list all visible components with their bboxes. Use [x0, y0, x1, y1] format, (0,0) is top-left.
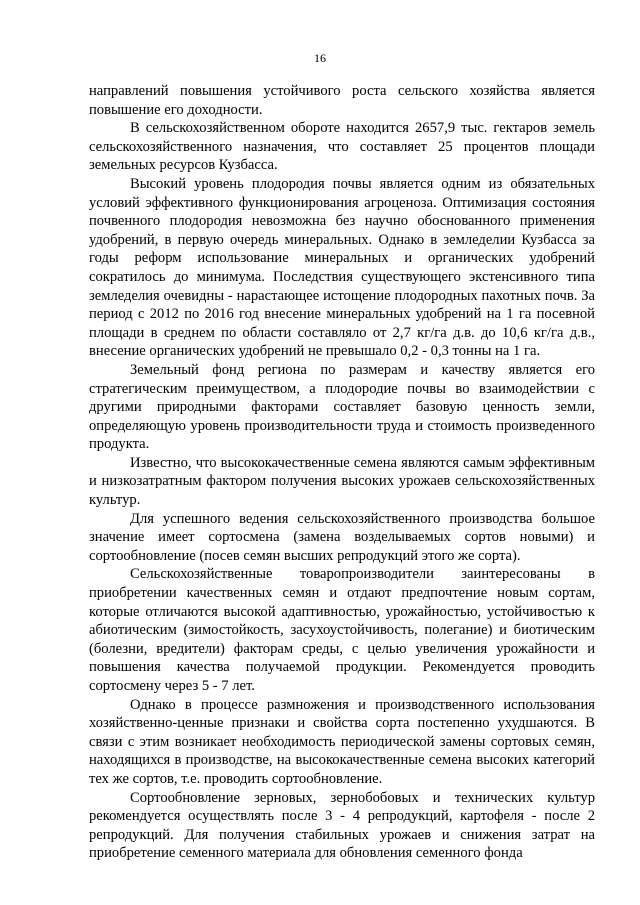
paragraph-continuation: направлений повышения устойчивого роста сельского хозяйства является повышение его доходности.: [89, 83, 595, 118]
paragraph-land-fund: Земельный фонд региона по размерам и качеству является его стратегическим преимуществом, а плодородие почвы во взаимодействии с другими природными факторами составляет базовую ценность земли, определяющую уровень производительности труда и стоимость произведенного продукта.: [89, 361, 595, 453]
paragraph-propagation: Однако в процессе размножения и производственного использования хозяйственно-ценные признаки и свойства сорта постепенно ухудшаются. В связи с этим возникает необходимость периодической замены сортовых семян, находящихся в производстве, на высококачественные семена высоких категорий тех же сортов, т.е. проводить сортообновление.: [89, 696, 595, 787]
paragraph-quality-seeds: Известно, что высококачественные семена являются самым эффективным и низкозатратным фактором получения высоких урожаев сельскохозяйственных культур.: [89, 454, 595, 509]
paragraph-producers: Сельскохозяйственные товаропроизводители заинтересованы в приобретении качественных семян и отдают предпочтение новым сортам, которые отличаются высокой адаптивностью, урожайностью, устойчивостью к абиотическим (зимостойкость, засухоустойчивость, полегание) и биотическим (болезни, вредители) факторам среды, с целью увеличения урожайности и повышения качества получаемой продукции. Рекомендуется проводить сортосмену через 5 - 7 лет.: [89, 566, 595, 694]
paragraph-variety-change: Для успешного ведения сельскохозяйственного производства большое значение имеет сортосмена (замена возделываемых сортов новыми) и сортообновление (посев семян высших репродукций этого же сорта).: [89, 510, 595, 564]
body-text: [89, 82, 595, 863]
paragraph-variety-renewal: Сортообновление зерновых, зернобобовых и технических культур рекомендуется осуществлять после 3 - 4 репродукций, картофеля - после 2 репродукций. Для получения стабильных урожаев и снижения затрат на приобретение семенного материала для обновления семенного фонда: [89, 789, 595, 862]
page-number: 16: [314, 51, 326, 65]
paragraph-soil-fertility: Высокий уровень плодородия почвы является одним из обязательных условий эффективного функционирования агроценоза. Оптимизация состояния почвенного плодородия невозможна без научно обоснованного применения удобрений, в первую очередь минеральных. Однако в земледелии Кузбасса за годы реформ использование минеральных и органических удобрений сократилось до минимума. Последствия существующего экстенсивного типа земледелия очевидны - нарастающее истощение плодородных пахотных почв. За период с 2012 по 2016 год внесение минеральных удобрений на 1 га посевной площади в среднем по области составляло от 2,7 кг/га д.в. до 10,6 кг/га д.в., внесение органических удобрений не превышало 0,2 - 0,3 тонны на 1 га.: [89, 175, 595, 360]
paragraph-agricultural-land: В сельскохозяйственном обороте находится 2657,9 тыс. гектаров земель сельскохозяйственного назначения, что составляет 25 процентов площади земельных ресурсов Кузбасса.: [89, 120, 595, 174]
